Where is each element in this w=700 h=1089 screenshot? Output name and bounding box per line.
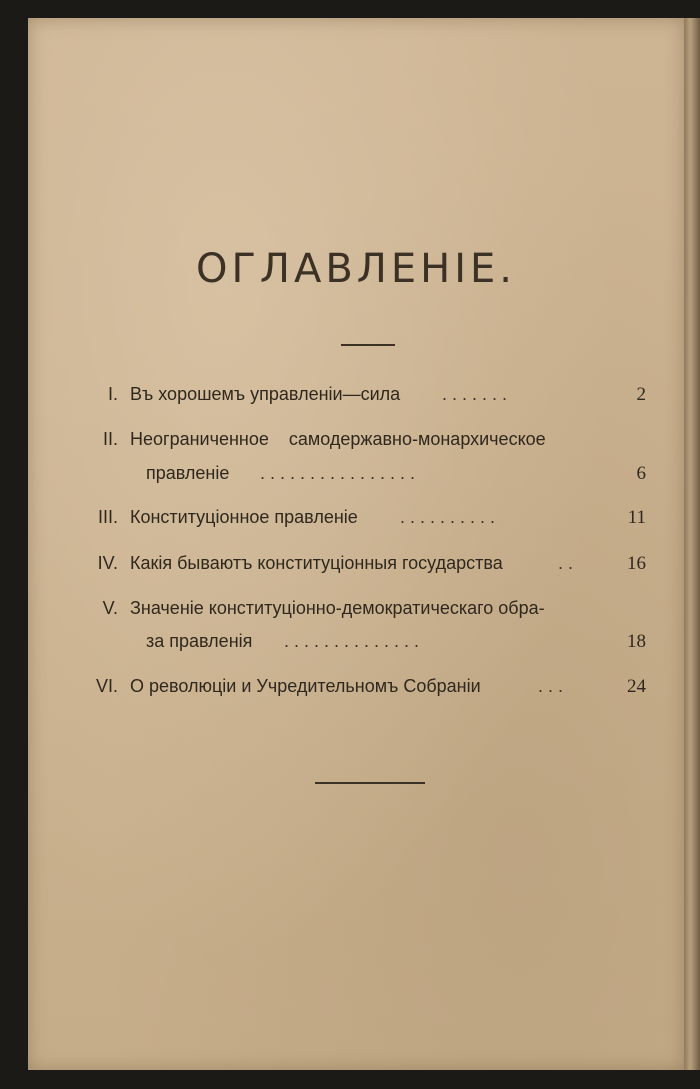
toc-page-number: 16 xyxy=(627,553,646,574)
binding-edge xyxy=(684,18,700,1070)
toc-numeral: V. xyxy=(102,598,118,618)
toc-numeral: II. xyxy=(102,429,118,449)
toc-title: Какія бываютъ конституціонныя государства xyxy=(130,553,503,573)
toc-title-continuation: за правленія xyxy=(146,631,253,651)
toc-title: Значеніе конституціонно-демократическаго обра- xyxy=(130,598,545,618)
toc-page-number: 18 xyxy=(627,631,646,652)
toc-title: Въ хорошемъ управленіи—сила xyxy=(130,384,401,404)
table-of-contents xyxy=(28,18,684,1070)
toc-numeral: III. xyxy=(97,507,118,527)
toc-numeral: VI. xyxy=(95,676,118,696)
toc-title: Неограниченное самодержавно-монархическое xyxy=(130,429,546,449)
closing-divider xyxy=(315,782,425,784)
toc-leader-dots: . . . . . . . . . . . . . . . . xyxy=(260,463,416,483)
toc-leader-dots: . . xyxy=(558,553,574,573)
toc-leader-dots: . . . . . . . . . . xyxy=(400,507,496,527)
toc-page-number: 11 xyxy=(627,507,646,528)
toc-leader-dots: . . . . . . . . . . . . . . xyxy=(284,631,420,651)
toc-leader-dots: . . . xyxy=(538,676,564,696)
toc-title-continuation: правленіе xyxy=(146,463,230,483)
toc-title: Конституціонное правленіе xyxy=(130,507,358,527)
toc-page-number: 6 xyxy=(636,463,646,484)
toc-numeral: IV. xyxy=(97,553,118,573)
toc-title: О революціи и Учредительномъ Собраніи xyxy=(130,676,481,696)
toc-numeral: I. xyxy=(107,384,118,404)
toc-leader-dots: . . . . . . . xyxy=(442,384,508,404)
toc-page-number: 24 xyxy=(627,676,646,697)
book-page xyxy=(28,18,684,1070)
page-title: ОГЛАВЛЕНІЕ. xyxy=(196,246,516,292)
toc-page-number: 2 xyxy=(636,384,646,405)
